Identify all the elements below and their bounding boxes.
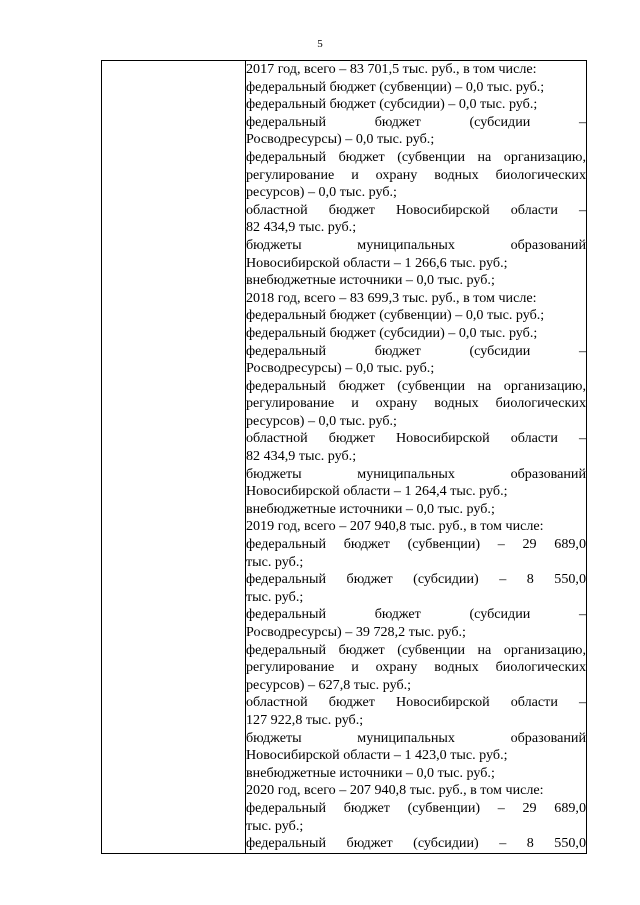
text-line: тыс. руб.; (246, 588, 304, 605)
document-table (101, 60, 587, 854)
text-line: областной бюджет Новосибирской области – (246, 430, 586, 447)
text-line: 2019 год, всего – 207 940,8 тыс. руб., в том числе: (246, 518, 544, 535)
table-row (102, 61, 587, 854)
text-line: федеральный бюджет (субсидии) – 0,0 тыс. руб.; (246, 324, 538, 341)
text-line: федеральный бюджет (субвенции на организацию, (246, 641, 586, 658)
text-line: ресурсов) – 0,0 тыс. руб.; (246, 412, 397, 429)
text-line: Новосибирской области – 1 423,0 тыс. руб.; (246, 747, 508, 764)
text-line: федеральный бюджет (субвенции на организацию, (246, 377, 586, 394)
text-line: Росводресурсы) – 0,0 тыс. руб.; (246, 360, 435, 377)
text-line: ресурсов) – 0,0 тыс. руб.; (246, 184, 397, 201)
text-line: регулирование и охрану водных биологических (246, 395, 586, 412)
funding-text-block (246, 61, 586, 853)
text-line: федеральный бюджет (субсидии – (246, 606, 586, 623)
text-line: 2018 год, всего – 83 699,3 тыс. руб., в том числе: (246, 289, 537, 306)
text-line: 2020 год, всего – 207 940,8 тыс. руб., в том числе: (246, 782, 544, 799)
text-line: федеральный бюджет (субсидии) – 0,0 тыс. руб.; (246, 96, 538, 113)
page-number: 5 (317, 38, 323, 50)
text-line: федеральный бюджет (субвенции) – 0,0 тыс. руб.; (246, 307, 545, 324)
text-line: Росводресурсы) – 0,0 тыс. руб.; (246, 131, 435, 148)
table-cell-right (246, 61, 587, 854)
text-line: Новосибирской области – 1 266,6 тыс. руб.; (246, 254, 508, 271)
text-line: регулирование и охрану водных биологических (246, 659, 586, 676)
table-cell-left (102, 61, 246, 854)
text-line: бюджеты муниципальных образований (246, 236, 586, 253)
text-line: федеральный бюджет (субсидии – (246, 342, 586, 359)
text-line: внебюджетные источники – 0,0 тыс. руб.; (246, 500, 495, 517)
text-line: федеральный бюджет (субвенции) – 0,0 тыс. руб.; (246, 78, 545, 95)
text-line: тыс. руб.; (246, 553, 304, 570)
text-line: ресурсов) – 627,8 тыс. руб.; (246, 676, 412, 693)
text-line: 2017 год, всего – 83 701,5 тыс. руб., в том числе: (246, 61, 537, 77)
text-line: областной бюджет Новосибирской области – (246, 201, 586, 218)
text-line: федеральный бюджет (субсидии) – 8 550,0 (246, 835, 586, 852)
text-line: 82 434,9 тыс. руб.; (246, 448, 357, 465)
text-line: 82 434,9 тыс. руб.; (246, 219, 357, 236)
text-line: бюджеты муниципальных образований (246, 729, 586, 746)
text-line: регулирование и охрану водных биологических (246, 166, 586, 183)
text-line: тыс. руб.; (246, 817, 304, 834)
text-line: внебюджетные источники – 0,0 тыс. руб.; (246, 764, 495, 781)
text-line: федеральный бюджет (субвенции) – 29 689,0 (246, 799, 586, 816)
text-line: областной бюджет Новосибирской области – (246, 694, 586, 711)
text-line: Росводресурсы) – 39 728,2 тыс. руб.; (246, 624, 466, 640)
text-line: бюджеты муниципальных образований (246, 465, 586, 482)
text-line: федеральный бюджет (субвенции) – 29 689,0 (246, 536, 586, 553)
text-line: федеральный бюджет (субсидии – (246, 113, 586, 130)
text-line: Новосибирской области – 1 264,4 тыс. руб.; (246, 483, 508, 500)
text-line: федеральный бюджет (субвенции на организацию, (246, 148, 586, 165)
text-line: федеральный бюджет (субсидии) – 8 550,0 (246, 571, 586, 588)
text-line: внебюджетные источники – 0,0 тыс. руб.; (246, 272, 495, 289)
text-line: 127 922,8 тыс. руб.; (246, 711, 364, 728)
